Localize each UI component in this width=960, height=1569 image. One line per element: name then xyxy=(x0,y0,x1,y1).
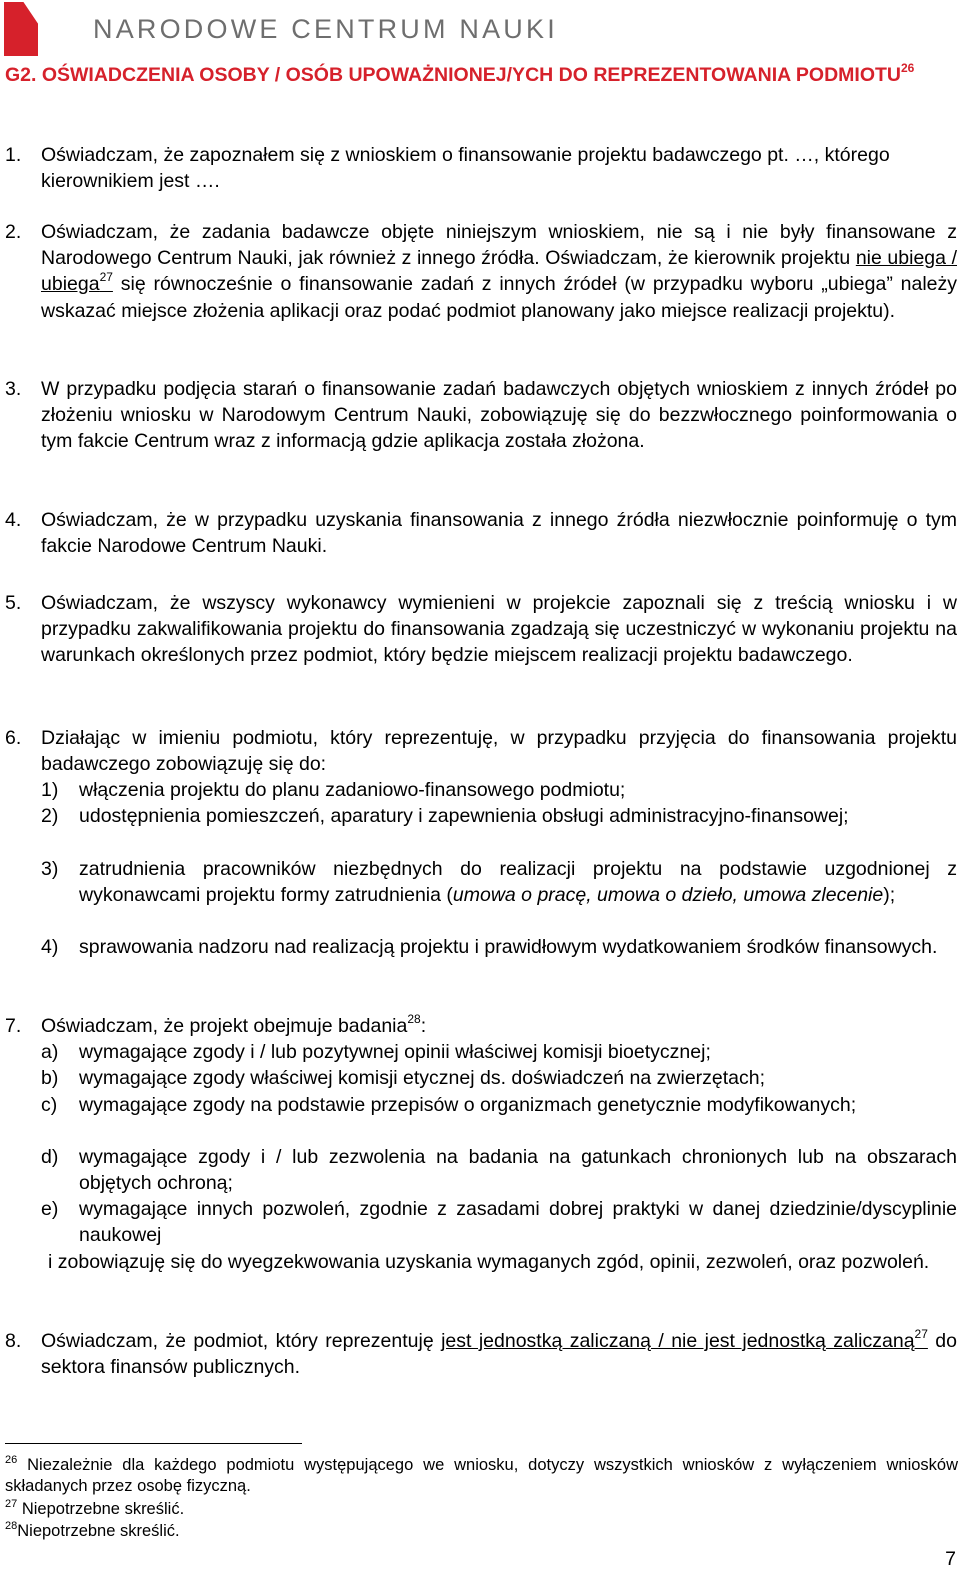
statement-7-sub-e: wymagające innych pozwoleń, zgodnie z zasadami dobrej praktyki w danej dziedzinie/dyscyplinie naukowej xyxy=(79,1198,957,1247)
footnote-ref: 28 xyxy=(407,1012,421,1026)
statement-3: W przypadku podjęcia starań o finansowanie zadań badawczych objętych wnioskiem z innych źródeł po złożeniu wniosku w Narodowym Centrum Nauki, zobowiązuję się do bezzwłocznego poinformowania o tym fakcie Centrum wraz z informacją gdzie aplikacja została złożona. xyxy=(41,378,957,453)
org-name: NARODOWE CENTRUM NAUKI xyxy=(93,14,558,44)
subitem-number: 4) xyxy=(41,936,59,958)
subitem-number: e) xyxy=(41,1198,59,1220)
item-number: 7. xyxy=(5,1015,22,1037)
subitem-number: b) xyxy=(41,1067,59,1089)
ncn-logo-icon xyxy=(4,2,38,56)
statement-6-sub-4: sprawowania nadzoru nad realizacją projektu i prawidłowym wydatkowaniem środków finansowych. xyxy=(79,936,938,958)
statement-7-sub-b: wymagające zgody właściwej komisji etycznej ds. doświadczeń na zwierzętach; xyxy=(79,1067,766,1089)
statement-5: Oświadczam, że wszyscy wykonawcy wymienieni w projekcie zapoznali się z treścią wniosku i w przypadku zakwalifikowania projektu do finansowania zgadzają się uczestniczyć w wykonaniu projektu na warunkach określonych przez podmiot, który będzie miejscem realizacji projektu badawczego. xyxy=(41,592,957,667)
item-number: 8. xyxy=(5,1330,22,1352)
statement-7-intro: Oświadczam, że projekt obejmuje badania$^{28}$: xyxy=(41,1012,427,1037)
statement-6-sub-3: zatrudnienia pracowników niezbędnych do realizacji projektu na podstawie uzgodnionej z wykonawcami projektu formy zatrudnienia (umowa o pracę, umowa o dzieło, umowa zlecenie); xyxy=(79,858,957,907)
footnote-26: $^{26}$ Niezależnie dla każdego podmiotu występującego we wniosku, dotyczy wszystkich wniosków z wyłączeniem wniosków składanych przez osobę fizyczną. xyxy=(5,1454,958,1495)
page-header xyxy=(0,0,960,60)
statement-8: Oświadczam, że podmiot, który reprezentuję jest jednostką zaliczaną / nie jest jednostką zaliczaną$^{27}$ do sektora finansów publicznych. xyxy=(41,1327,957,1379)
footnote-27: $^{27}$ Niepotrzebne skreślić. xyxy=(5,1498,185,1518)
choice-text: nie ubiega / ubiega$^{27}$ xyxy=(41,247,957,296)
statement-6-sub-1: włączenia projektu do planu zadaniowo-finansowego podmiotu; xyxy=(79,779,626,801)
item-number: 1. xyxy=(5,144,22,166)
subitem-number: a) xyxy=(41,1041,59,1063)
statement-2: Oświadczam, że zadania badawcze objęte niniejszym wnioskiem, nie są i nie były finansowane z Narodowego Centrum Nauki, jak również z innego źródła. Oświadczam, że kierownik projektu nie ubiega / ubiega$^{27}$ się równocześnie o finansowanie zadań z innych źródeł (w przypadku wyboru „ubiega” należy wskazać miejsce złożenia aplikacji oraz podać podmiot planowany jako miejsce realizacji projektu). xyxy=(41,221,957,322)
subitem-number: c) xyxy=(41,1094,58,1116)
subitem-number: 3) xyxy=(41,858,59,880)
choice-text: jest jednostką zaliczaną / nie jest jednostką zaliczaną$^{27}$ xyxy=(441,1327,928,1352)
statement-7-sub-d: wymagające zgody i / lub zezwolenia na badania na gatunkach chronionych lub na obszarach objętych ochroną; xyxy=(79,1146,957,1195)
subitem-number: 2) xyxy=(41,805,59,827)
item-number: 4. xyxy=(5,509,22,531)
section-title: G2. OŚWIADCZENIA OSOBY / OSÓB UPOWAŻNIONEJ/YCH DO REPREZENTOWANIA PODMIOTU$^{26}$ xyxy=(5,61,915,86)
footnote-28: $^{28}$Niepotrzebne skreślić. xyxy=(5,1520,180,1540)
statement-6-intro: Działając w imieniu podmiotu, który reprezentuję, w przypadku przyjęcia do finansowania projektu badawczego zobowiązuję się do: xyxy=(41,727,957,776)
footnote-ref: 27 xyxy=(914,1327,928,1341)
subitem-number: d) xyxy=(41,1146,59,1168)
item-number: 5. xyxy=(5,592,22,614)
item-number: 3. xyxy=(5,378,22,400)
item-number: 6. xyxy=(5,727,22,749)
statement-1: Oświadczam, że zapoznałem się z wnioskiem o finansowanie projektu badawczego pt. …, którego kierownikiem jest …. xyxy=(41,144,890,193)
statement-7-sub-a: wymagające zgody i / lub pozytywnej opinii właściwej komisji bioetycznej; xyxy=(79,1041,711,1063)
statement-6-sub-2: udostępnienia pomieszczeń, aparatury i zapewnienia obsługi administracyjno-finansowej; xyxy=(79,805,849,827)
item-number: 2. xyxy=(5,221,22,243)
footnote-divider xyxy=(5,1443,302,1444)
subitem-number: 1) xyxy=(41,779,59,801)
footnote-ref: 27 xyxy=(99,270,113,285)
page-number: 7 xyxy=(945,1548,956,1569)
statement-4: Oświadczam, że w przypadku uzyskania finansowania z innego źródła niezwłocznie poinformuję o tym fakcie Narodowe Centrum Nauki. xyxy=(41,509,957,558)
statement-7-sub-c: wymagające zgody na podstawie przepisów o organizmach genetycznie modyfikowanych; xyxy=(79,1094,857,1116)
statement-7-closing: i zobowiązuję się do wyegzekwowania uzyskania wymaganych zgód, opinii, zezwoleń, oraz pozwoleń. xyxy=(48,1251,930,1273)
footnote-ref: 26 xyxy=(901,61,915,75)
